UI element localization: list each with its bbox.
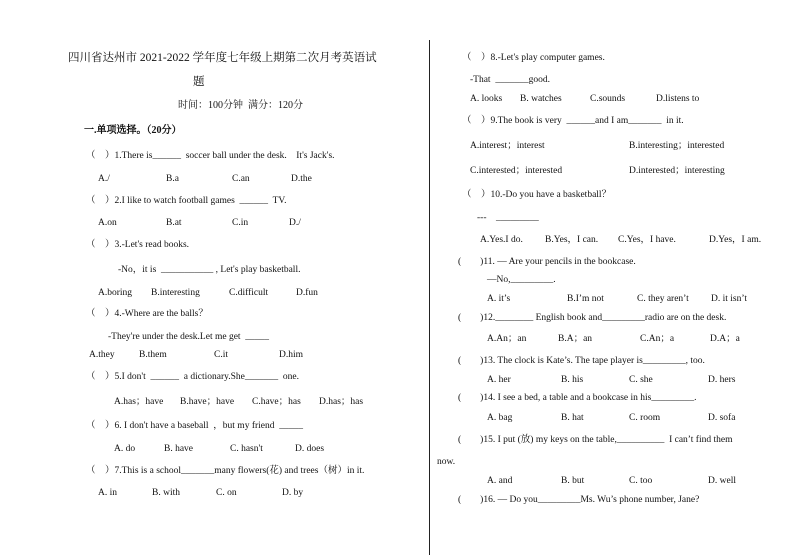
question-2: （ ）2.I like to watch football games ______ TV. [86,196,287,206]
q11-dialogue: —No,_________. [487,275,556,285]
q4-dialogue: -They're under the desk.Let me get _____ [108,332,270,342]
q8-option-a: A. looks [470,94,503,104]
q4-option-a: A.they [89,350,115,360]
exam-meta: 时间：100分钟 满分：120分 [178,100,303,111]
q3-dialogue: -No，it is ___________ , Let's play basketball. [118,265,301,275]
q15-option-c: C. too [629,476,653,486]
q2-option-d: D./ [289,218,301,228]
q8-option-b: B. watches [520,94,562,104]
q10-option-d: D.Yes，I am. [709,235,762,245]
question-10: （ ）10.-Do you have a basketball？ [462,190,612,200]
question-1: （ ）1.There is______ soccer ball under the desk. It's Jack's. [86,151,335,161]
q4-option-c: C.it [214,350,228,360]
q1-option-c: C.an [232,174,250,184]
q5-option-b: B.have；have [180,397,235,407]
q9-option-c: C.interested；interested [470,166,563,176]
section-heading: 一.单项选择。（20分） [84,125,182,136]
q12-option-d: D.A；a [710,334,740,344]
q5-option-c: C.have；has [252,397,301,407]
question-3: （ ）3.-Let's read books. [86,240,190,250]
q6-option-d: D. does [295,444,325,454]
q8-option-c: C.sounds [590,94,626,104]
q15-option-b: B. but [561,476,585,486]
q7-option-a: A. in [98,488,117,498]
q14-option-a: A. bag [487,413,513,423]
q3-option-a: A.boring [98,288,133,298]
exam-title: 四川省达州市 2021-2022 学年度七年级上期第二次月考英语试 [68,52,377,64]
question-13: ( )13. The clock is Kate’s. The tape player is_________, too. [458,356,705,366]
q1-option-b: B.a [166,174,179,184]
q12-option-a: A.An；an [487,334,527,344]
q5-option-a: A.has；have [114,397,164,407]
q10-dialogue: --- _________ [477,213,539,223]
q7-option-d: D. by [282,488,304,498]
question-9: （ ）9.The book is very ______and I am_______ in it. [462,116,684,126]
q8-dialogue: -That _______good. [470,75,550,85]
question-6: （ ）6. I don't have a baseball ，but my friend _____ [86,421,304,431]
question-14: ( )14. I see a bed, a table and a bookcase in his_________. [458,393,697,403]
q2-option-c: C.in [232,218,249,228]
q8-option-d: D.listens to [656,94,700,104]
question-11: ( )11. — Are your pencils in the bookcase. [458,257,636,267]
question-7: （ ）7.This is a school_______many flowers(花) and trees（树）in it. [86,466,365,476]
q11-option-b: B.I’m not [567,294,604,304]
q11-option-a: A. it’s [487,294,511,304]
question-5: （ ）5.I don't ______ a dictionary.She_______ one. [86,372,299,382]
q3-option-b: B.interesting [151,288,200,298]
q9-option-d: D.interested；interesting [629,166,725,176]
q6-option-a: A. do [114,444,136,454]
q10-option-b: B.Yes，I can. [545,235,599,245]
question-12: ( )12.________ English book and_________radio are on the desk. [458,313,727,323]
q7-option-c: C. on [216,488,237,498]
q13-option-b: B. his [561,375,584,385]
q3-option-d: D.fun [296,288,318,298]
q1-option-a: A./ [98,174,110,184]
question-4: （ ）4.-Where are the balls？ [86,309,208,319]
q15-continued: now. [437,457,456,467]
q2-option-b: B.at [166,218,182,228]
q10-option-c: C.Yes，I have. [618,235,676,245]
q12-option-c: C.An；a [640,334,675,344]
q10-option-a: A.Yes.I do. [480,235,523,245]
question-16: ( )16. — Do you_________Ms. Wu’s phone number, Jane? [458,495,700,505]
q9-option-a: A.interest；interest [470,141,545,151]
q11-option-d: D. it isn’t [711,294,747,304]
exam-title-cont: 题 [193,76,205,88]
column-divider [429,40,430,555]
q14-option-b: B. hat [561,413,584,423]
q13-option-c: C. she [629,375,653,385]
q14-option-c: C. room [629,413,661,423]
q13-option-d: D. hers [708,375,736,385]
question-8: （ ）8.-Let's play computer games. [462,53,605,63]
q7-option-b: B. with [152,488,180,498]
question-15: ( )15. I put (放) my keys on the table,__________ I can’t find them [458,435,733,445]
q2-option-a: A.on [98,218,117,228]
q13-option-a: A. her [487,375,511,385]
q6-option-c: C. hasn't [230,444,263,454]
q6-option-b: B. have [164,444,194,454]
q15-option-a: A. and [487,476,513,486]
q9-option-b: B.interesting；interested [629,141,725,151]
q5-option-d: D.has；has [319,397,364,407]
q1-option-d: D.the [291,174,312,184]
q15-option-d: D. well [708,476,736,486]
q14-option-d: D. sofa [708,413,736,423]
q4-option-d: D.him [279,350,304,360]
q11-option-c: C. they aren’t [637,294,689,304]
q3-option-c: C.difficult [229,288,269,298]
q12-option-b: B.A；an [558,334,593,344]
q4-option-b: B.them [139,350,167,360]
